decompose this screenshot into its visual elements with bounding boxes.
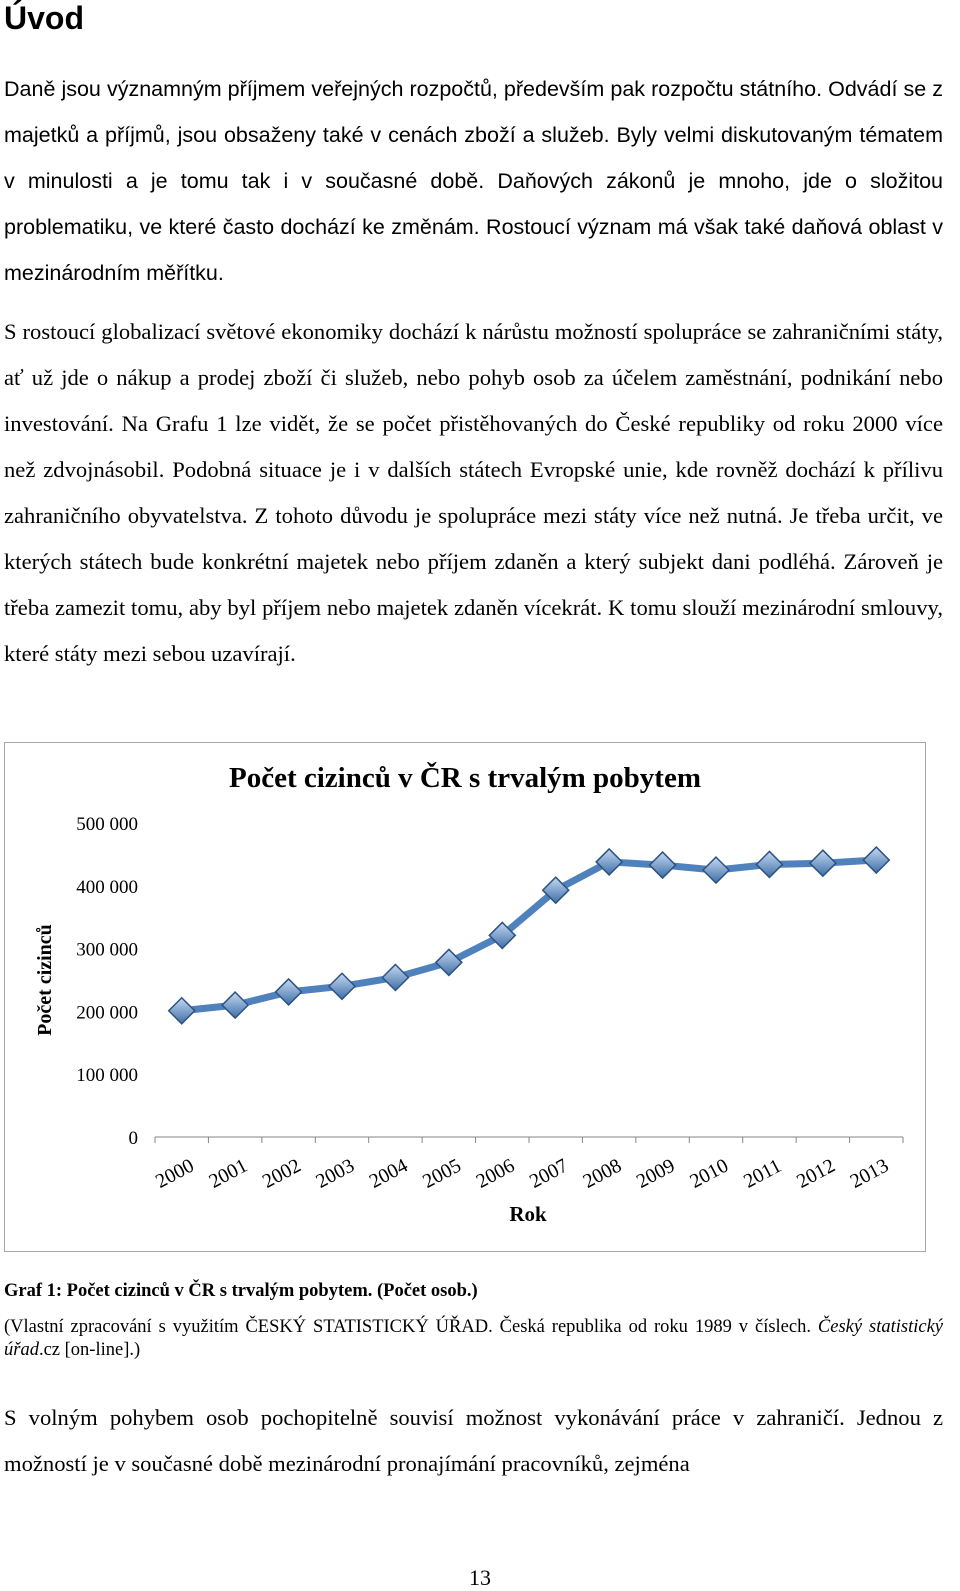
data-point-2010 (703, 857, 729, 883)
y-tick-label: 100 000 (76, 1065, 138, 1087)
x-tick-label: 2012 (793, 1154, 839, 1193)
data-point-2011 (756, 851, 782, 877)
data-point-2002 (276, 979, 302, 1005)
source-prefix: (Vlastní zpracování s využitím ČESKÝ STATISTICKÝ ÚŘAD. Česká republika od roku 1989 v číslech. (4, 1317, 818, 1337)
y-tick-label: 0 (128, 1128, 138, 1149)
data-point-2000 (169, 998, 195, 1024)
figure-source (4, 1316, 943, 1362)
page-number: 13 (469, 1565, 491, 1590)
y-tick-label: 200 000 (76, 1002, 138, 1024)
data-point-2009 (650, 852, 676, 878)
paragraph-free-movement: S volným pohybem osob pochopitelně souvisí možnost vykonávání práce v zahraničí. Jednou z možností je v současné době mezinárodní pronajímání pracovníků, zejména (4, 1405, 943, 1476)
source-suffix: .cz [on-line].) (38, 1340, 141, 1360)
y-tick-label: 300 000 (76, 939, 138, 961)
y-tick-label: 400 000 (76, 876, 138, 898)
data-point-2003 (329, 973, 355, 999)
data-point-2012 (810, 850, 836, 876)
x-tick-label: 2010 (686, 1154, 733, 1193)
figure-caption: Graf 1: Počet cizinců v ČR s trvalým pobytem. (Počet osob.) (4, 1281, 478, 1301)
x-tick-label: 2005 (419, 1154, 465, 1193)
page-heading: Úvod (4, 0, 84, 36)
data-point-2013 (863, 847, 889, 873)
data-point-2004 (382, 964, 408, 990)
x-tick-label: 2002 (258, 1154, 305, 1193)
source-italic: Český statistický úřad (4, 1317, 943, 1360)
x-tick-label: 2001 (205, 1154, 252, 1193)
data-point-2001 (222, 992, 248, 1018)
x-tick-label: 2003 (312, 1154, 359, 1193)
line-chart (5, 743, 925, 1251)
data-point-2008 (596, 849, 622, 875)
paragraph-intro: Daně jsou významným příjmem veřejných rozpočtů, především pak rozpočtu státního. Odvádí se z majetků a příjmů, jsou obsaženy také v cenách zboží a služeb. Byly velmi diskutovaným tématem v minulosti a je tomu tak i v současné době. Daňových zákonů je mnoho, jde o složitou problematiku, ve které často dochází ke změnám. Rostoucí význam má však také daňová oblast v mezinárodním měřítku. (4, 77, 943, 285)
y-axis-title: Počet cizinců (34, 924, 56, 1036)
x-tick-label: 2011 (740, 1154, 786, 1193)
chart-container (4, 742, 926, 1252)
x-tick-label: 2009 (632, 1154, 679, 1193)
x-tick-label: 2007 (526, 1154, 572, 1193)
x-tick-label: 2000 (152, 1154, 198, 1193)
x-tick-label: 2008 (579, 1154, 626, 1193)
x-axis-title: Rok (509, 1202, 547, 1226)
data-point-2005 (436, 949, 462, 975)
y-tick-label: 500 000 (76, 814, 138, 835)
x-tick-label: 2013 (846, 1154, 893, 1193)
x-tick-label: 2006 (472, 1154, 519, 1193)
x-tick-label: 2004 (365, 1154, 412, 1193)
chart-title: Počet cizinců v ČR s trvalým pobytem (229, 762, 701, 794)
paragraph-globalization: S rostoucí globalizací světové ekonomiky dochází k nárůstu možností spolupráce se zahraničními státy, ať už jde o nákup a prodej zboží či služeb, nebo pohyb osob za účelem zaměstnání, podnikání nebo investování. Na Grafu 1 lze vidět, že se počet přistěhovaných do České republiky od roku 2000 více než zdvojnásobil. Podobná situace je i v dalších státech Evropské unie, kde rovněž dochází k přílivu zahraničního obyvatelstva. Z tohoto důvodu je spolupráce mezi státy více než nutná. Je třeba určit, ve kterých státech bude konkrétní majetek nebo příjem zdaněn a který subjekt dani podléhá. Zároveň je třeba zamezit tomu, aby byl příjem nebo majetek zdaněn vícekrát. K tomu slouží mezinárodní smlouvy, které státy mezi sebou uzavírají. (4, 319, 943, 666)
